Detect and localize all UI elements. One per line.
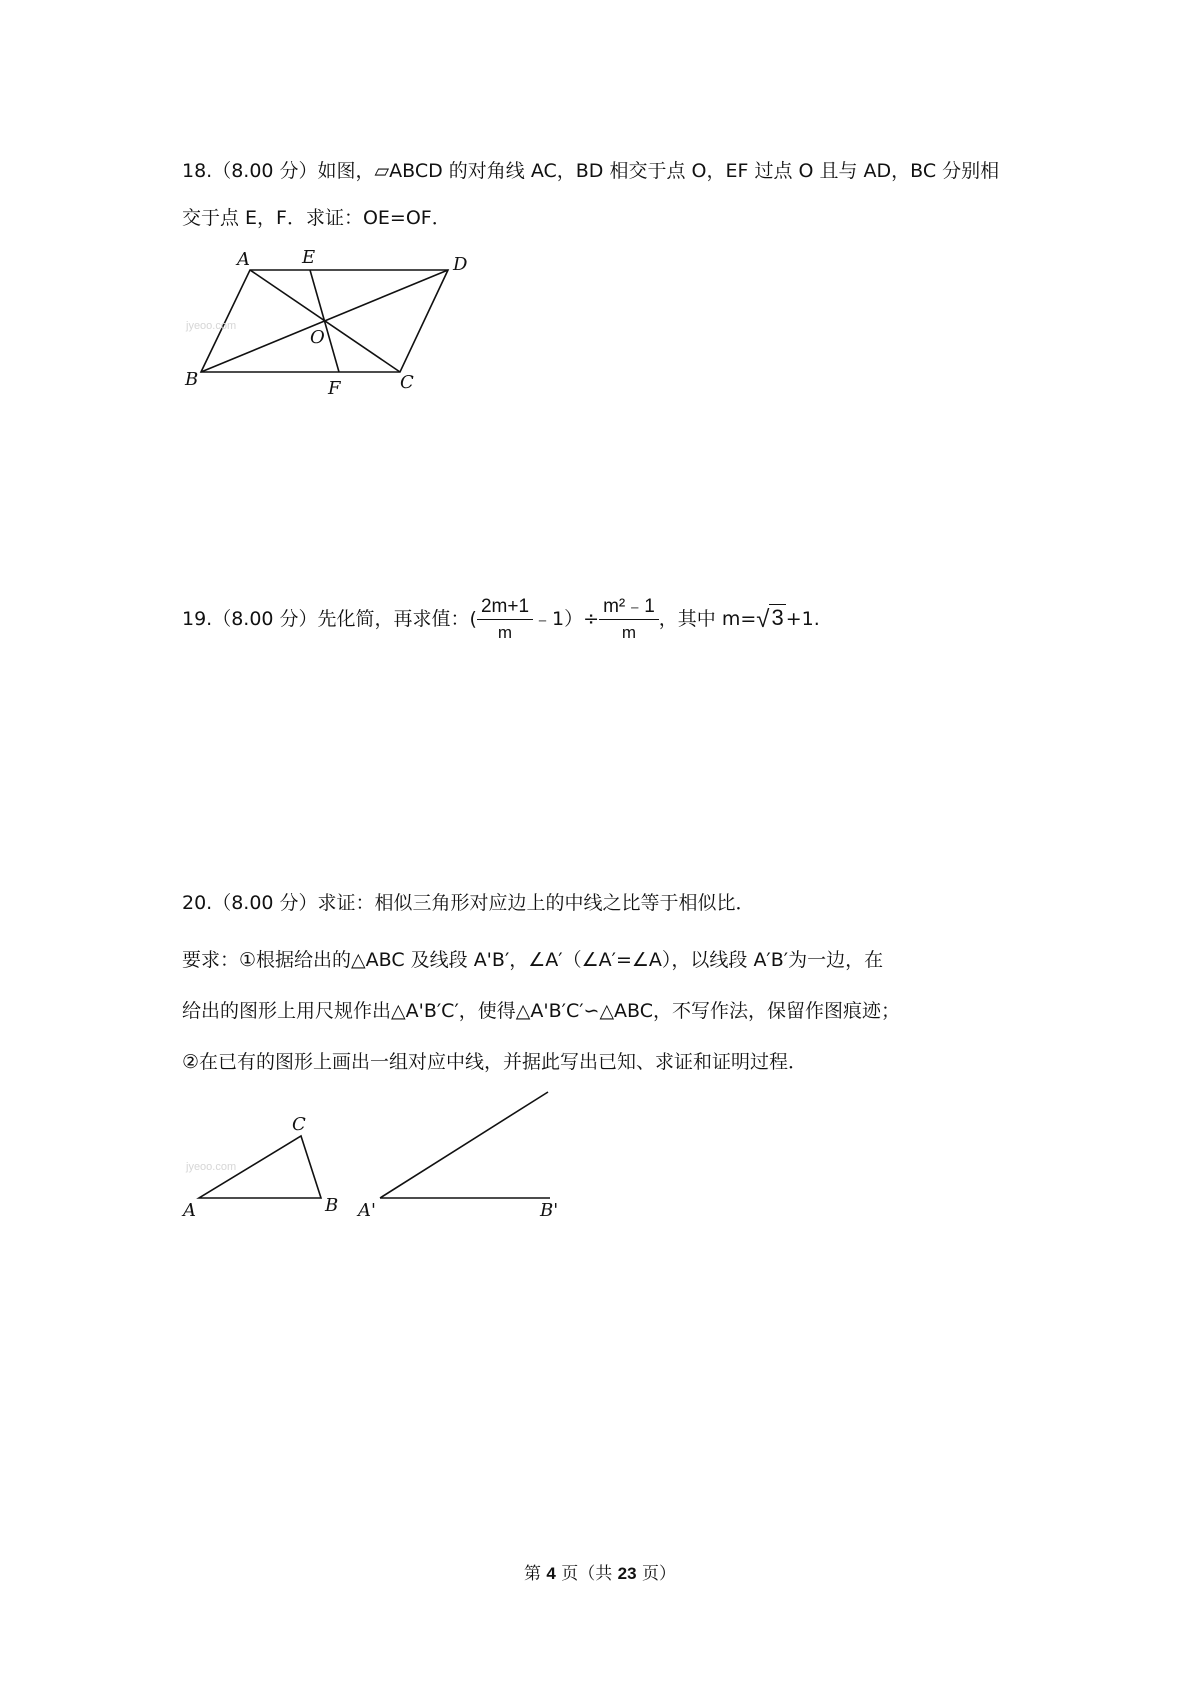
label-b: B [325, 1195, 339, 1216]
watermark: jyeoo.com [186, 320, 237, 332]
segment-ef [310, 270, 339, 372]
q20-text-line-1: 20.（8.00 分）求证：相似三角形对应边上的中线之比等于相似比． [182, 892, 755, 914]
frac2-numerator: m²﹣1 [599, 596, 659, 620]
q20-text-line-4: ②在已有的图形上画出一组对应中线，并据此写出已知、求证和证明过程． [182, 1051, 808, 1073]
fraction-2m-plus-1-over-m [477, 596, 533, 643]
label-c: C [400, 372, 414, 393]
sqrt-argument: 3 [771, 605, 784, 630]
q19-minus-one: ﹣1）÷ [533, 608, 600, 630]
frac2-denominator: m [621, 623, 637, 642]
q19-text-line [182, 596, 820, 656]
footer-mid: 页（共 [555, 1564, 618, 1584]
page-number: 4 [546, 1564, 556, 1583]
label-b-prime: B' [540, 1200, 559, 1221]
q18-text-line-2: 交于点 E，F．求证：OE=OF． [182, 207, 451, 229]
label-a-prime: A' [358, 1200, 376, 1221]
q20-text-line-2: 要求：①根据给出的△ABC 及线段 A'B′，∠A′（∠A′=∠A），以线段 A′B′为一边，在 [182, 949, 884, 971]
label-o: O [310, 327, 325, 348]
sqrt-3 [756, 606, 785, 632]
fraction-m2-minus-1-over-m [599, 596, 659, 643]
watermark: jyeoo.com [186, 1161, 237, 1173]
label-d: D [453, 254, 468, 275]
label-b: B [185, 369, 199, 390]
label-a: A [183, 1200, 196, 1221]
label-a: A [237, 249, 250, 270]
label-e: E [302, 247, 316, 268]
q19-suffix: +1. [785, 608, 820, 630]
page-footer [0, 1559, 1200, 1584]
q18-text-line-1: 18.（8.00 分）如图，▱ABCD 的对角线 AC，BD 相交于点 O，EF 过点 O 且与 AD，BC 分别相 [182, 160, 1000, 182]
frac1-numerator: 2m+1 [477, 596, 533, 620]
footer-prefix: 第 [523, 1564, 547, 1584]
q20-text-line-3: 给出的图形上用尺规作出△A'B′C′，使得△A'B′C′∽△ABC，不写作法，保留作图痕迹； [182, 1000, 901, 1022]
frac1-denominator: m [497, 623, 513, 642]
q19-mid: ，其中 m= [658, 608, 757, 630]
angle-ray-a-prime [380, 1092, 548, 1198]
q19-prefix: 19.（8.00 分）先化简，再求值：( [182, 608, 477, 630]
footer-suffix: 页） [636, 1564, 676, 1584]
radical-sign-icon: √ [756, 606, 770, 633]
label-f: F [328, 378, 341, 399]
similar-triangles-figure [175, 1085, 585, 1225]
label-c: C [292, 1114, 306, 1135]
total-pages: 23 [617, 1564, 637, 1583]
